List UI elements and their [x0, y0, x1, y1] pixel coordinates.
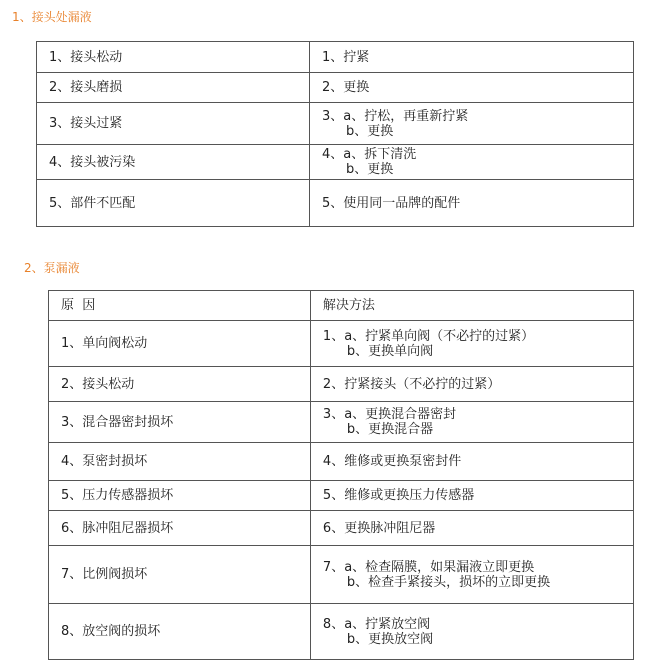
table-row: [49, 443, 634, 481]
table-row: [37, 180, 634, 227]
solution-line: 4、a、拆下清洗: [322, 147, 417, 162]
cause-cell: 8、放空阀的损坏: [49, 604, 311, 660]
solution-line: 6、更换脉冲阻尼器: [322, 520, 436, 536]
solution-line: b、更换单向阀: [346, 343, 434, 359]
table-row: [37, 42, 634, 73]
solution-line: 2、拧紧接头（不必拧的过紧）: [322, 376, 501, 392]
solution-line: 8、a、拧紧放空阀: [322, 616, 431, 632]
solution-line: 4、维修或更换泵密封件: [322, 454, 462, 469]
table-row: [49, 511, 634, 546]
joint-leak-table: [36, 41, 634, 227]
table-row: [49, 604, 634, 660]
solution-line: 5、维修或更换压力传感器: [322, 488, 475, 503]
table-row: [49, 402, 634, 443]
solution-cell: [310, 546, 633, 604]
table-row: [37, 73, 634, 103]
solution-line: 3、a、更换混合器密封: [322, 407, 457, 422]
table-row: [49, 367, 634, 402]
solution-line: 1、拧紧: [322, 49, 370, 65]
cause-cell: 5、压力传感器损坏: [49, 481, 311, 511]
solution-line: 5、使用同一品牌的配件: [322, 195, 461, 211]
cause-cell: 1、接头松动: [37, 42, 310, 73]
solution-cell: [310, 604, 633, 660]
solution-cell: [310, 42, 634, 73]
solution-line: b、更换放空阀: [346, 631, 434, 647]
solution-cell: [310, 73, 634, 103]
table-header-row: [49, 291, 634, 321]
solution-cell: [310, 321, 633, 367]
solution-cell: [310, 367, 633, 402]
section-title-pump-leak: 2、泵漏液: [24, 261, 80, 275]
cause-cell: 2、接头松动: [49, 367, 311, 402]
header-cause: 原 因: [49, 291, 311, 321]
cause-cell: 3、混合器密封损坏: [49, 402, 311, 443]
cause-cell: 1、单向阀松动: [49, 321, 311, 367]
table-row: [49, 321, 634, 367]
solution-cell: [310, 402, 633, 443]
solution-line: 3、a、拧松，再重新拧紧: [322, 108, 469, 124]
solution-line: b、更换混合器: [346, 422, 434, 437]
cause-cell: 4、接头被污染: [37, 145, 310, 180]
solution-line: 2、更换: [322, 80, 370, 95]
pump-leak-table: [48, 290, 634, 660]
table-row: [49, 481, 634, 511]
table-row: [49, 546, 634, 604]
cause-cell: 2、接头磨损: [37, 73, 310, 103]
solution-cell: [310, 443, 633, 481]
cause-cell: 3、接头过紧: [37, 103, 310, 145]
solution-line: 7、a、检查隔膜，如果漏液立即更换: [322, 559, 535, 575]
cause-cell: 5、部件不匹配: [37, 180, 310, 227]
cause-cell: 7、比例阀损坏: [49, 546, 311, 604]
section-title-joint-leak: 1、接头处漏液: [12, 10, 92, 24]
solution-cell: [310, 511, 633, 546]
solution-line: 1、a、拧紧单向阀（不必拧的过紧）: [322, 328, 535, 344]
table-row: [37, 103, 634, 145]
cause-cell: 4、泵密封损坏: [49, 443, 311, 481]
solution-line: b、检查手紧接头，损坏的立即更换: [346, 574, 551, 590]
solution-cell: [310, 145, 634, 180]
solution-cell: [310, 180, 634, 227]
solution-cell: [310, 103, 634, 145]
solution-cell: [310, 481, 633, 511]
solution-line: b、更换: [346, 123, 394, 139]
header-solution: 解决方法: [310, 291, 633, 321]
solution-line: b、更换: [346, 162, 394, 177]
cause-cell: 6、脉冲阻尼器损坏: [49, 511, 311, 546]
table-row: [37, 145, 634, 180]
